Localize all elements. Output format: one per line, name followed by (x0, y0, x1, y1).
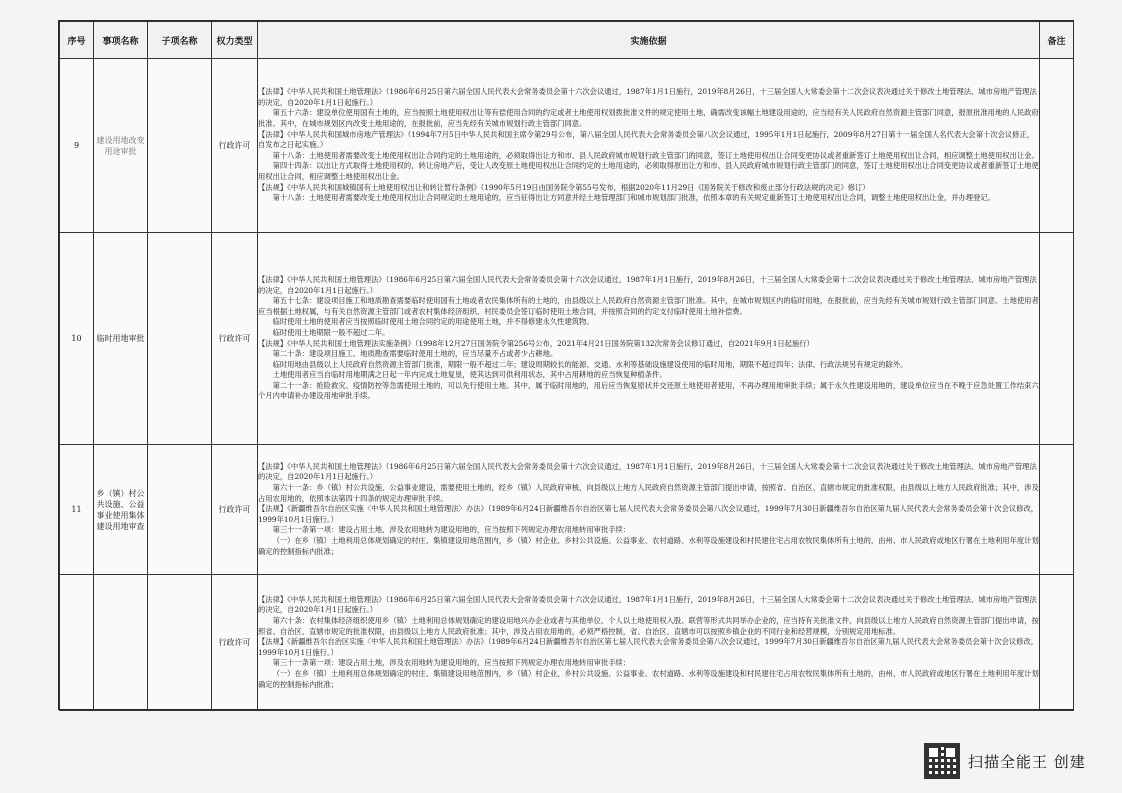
row-item-name: 乡（镇）村公共设施、公益事业使用集体建设用地审查 (94, 445, 148, 575)
row-item-name (94, 575, 148, 711)
basis-paragraph: 【法律】《中华人民共和国土地管理法》（1986年6月25日第六届全国人民代表大会常务委员会第十六次会议通过，1987年1月1日施行，2019年8月26日，十三届全国人大常委会第十二次会议表决通过关于修改土地管理法、城市房地产管理法的决定，自2020年1月1日起施行。） (258, 594, 1037, 615)
basis-paragraph: 【法律】《中华人民共和国土地管理法》（1986年6月25日第六届全国人民代表大会常务委员会第十六次会议通过，1987年1月1日施行，2019年8月26日，十三届全国人大常委会第十二次会议表决通过关于修改土地管理法、城市房地产管理法的决定，自2020年1月1日起施行。） (258, 87, 1037, 107)
basis-paragraph: 第二十条：建设项目施工、地质勘查需要临时使用土地的，应当尽量不占或者少占耕地。 (272, 349, 558, 359)
qr-code-icon (924, 743, 960, 779)
basis-paragraph: 临时使用土地期限一般不超过二年。 (272, 327, 390, 337)
row-seq: 9 (60, 59, 94, 233)
basis-paragraph: 第五十七条：建设项目施工和地质勘查需要临时使用国有土地或者农民集体所有的土地的，由县级以上人民政府自然资源主管部门批准。其中，在城市规划区内的临时用地，在报批前，应当先经有关城市规划行政主管部门同意。土地使用者应当根据土地权属，与有关自然资源主管部门或者农村集体经济组织、村民委员会签订临时使用土地合同，并按照合同的约定支付临时使用土地补偿费。 (258, 296, 1039, 316)
basis-paragraph: 第三十一条第一项：建设占用土地，涉及农用地转为建设用地的，应当按照下列规定办理农用地转用审批手续： (272, 658, 631, 668)
document-sheet (58, 20, 1074, 710)
authority-table (59, 21, 1074, 711)
row-item-name: 临时用地审批 (94, 233, 148, 445)
basis-paragraph: 【法规】《新疆维吾尔自治区实施〈中华人民共和国土地管理法〉办法》（1989年6月24日新疆维吾尔自治区第七届人民代表大会常务委员会第八次会议通过，1999年7月30日新疆维吾尔自治区第九届人民代表大会常务委员会第十次会议修改，1999年10月1日施行。） (258, 637, 1039, 657)
row-basis (258, 59, 1040, 233)
row-basis (258, 575, 1040, 711)
row-basis (258, 233, 1040, 445)
brand-text: 扫描全能王 创建 (968, 752, 1086, 771)
basis-paragraph: 临时使用土地的使用者应当按照临时使用土地合同约定的用途使用土地，并不得修建永久性建筑物。 (272, 317, 594, 327)
basis-paragraph: 第六十条：农村集体经济组织使用乡（镇）土地利用总体规划确定的建设用地兴办企业或者与其他单位、个人以土地使用权入股、联营等形式共同举办企业的，应当持有关批准文件，向县级以上地方人民政府自然资源主管部门提出申请，按照省、自治区、直辖市规定的批准权限，由县级以上地方人民政府批准；其中，涉及占用农用地的，必须严格控制，省、自治区、直辖市可以按照乡镇企业的不同行业和经营规模，分别规定用地标准。 (258, 616, 1039, 636)
basis-paragraph: 第二十一条：抢险救灾、疫情防控等急需使用土地的，可以先行使用土地。其中，属于临时用地的，用后应当恢复原状并交还原土地使用者使用，不再办理用地审批手续；属于永久性建设用地的，建设单位应当在不晚于应急处置工作结束六个月内申请补办建设用地审批手续。 (258, 380, 1039, 401)
basis-paragraph: 第六十一条：乡（镇）村公共设施、公益事业建设，需要使用土地的，经乡（镇）人民政府审核，向县级以上地方人民政府自然资源主管部门提出申请，按照省、自治区、直辖市规定的批准权限，由县级以上地方人民政府批准；其中，涉及占用农用地的，依照本法第四十四条的规定办理审批手续。 (258, 483, 1039, 503)
table-row (60, 445, 1074, 575)
basis-paragraph: 第十八条：土地使用者需要改变土地使用权出让合同规定的土地用途的，应当征得出让方同意并经土地管理部门和城市规划部门批准，依照本章的有关规定重新签订土地使用权出让合同，调整土地使用权出让金，并办理登记。 (272, 193, 995, 203)
row-seq (60, 575, 94, 711)
header-basis: 实施依据 (258, 22, 1040, 59)
row-basis (258, 445, 1040, 575)
row-item-name: 建设用地改变用途审批 (94, 59, 148, 233)
row-remark (1040, 59, 1074, 233)
table-row (60, 575, 1074, 711)
basis-paragraph: 第四十四条：以出让方式取得土地使用权的，转让房地产后，受让人改变原土地使用权出让合同约定的土地用途的，必须取得原出让方和市、县人民政府城市规划行政主管部门的同意，签订土地使用权出让合同变更协议或者重新签订土地使用权出让合同，相应调整土地使用权出让金。 (258, 161, 1039, 181)
row-power-type: 行政许可 (212, 445, 258, 575)
basis-paragraph: 第三十一条第一项：建设占用土地，涉及农用地转为建设用地的，应当按照下列规定办理农用地转用审批手续： (272, 525, 631, 535)
basis-paragraph: 【法规】《新疆维吾尔自治区实施〈中华人民共和国土地管理法〉办法》（1989年6月24日新疆维吾尔自治区第七届人民代表大会常务委员会第八次会议通过，1999年7月30日新疆维吾尔自治区第九届人民代表大会常务委员会第十次会议修改，1999年10月1日施行。） (258, 504, 1039, 524)
row-remark (1040, 233, 1074, 445)
row-remark (1040, 575, 1074, 711)
table-row (60, 233, 1074, 445)
basis-paragraph: 【法规】《中华人民共和国土地管理法实施条例》（1998年12月27日国务院令第256号公布，2021年4月21日国务院第132次常务会议修订通过，自2021年9月1日起施行） (258, 338, 814, 348)
row-power-type: 行政许可 (212, 233, 258, 445)
basis-paragraph: 第十八条：土地使用者需要改变土地使用权出让合同约定的土地用途的，必须取得出让方和市、县人民政府城市规划行政主管部门的同意，签订土地使用权出让合同变更协议或者重新签订土地使用权出让合同，相应调整土地使用权出让金。 (272, 150, 1039, 160)
row-seq: 10 (60, 233, 94, 445)
basis-paragraph: （一）在乡（镇）土地利用总体规划确定的村庄、集镇建设用地范围内，乡（镇）村企业、乡村公共设施、公益事业、农村道路、水利等设施建设和村民建住宅占用农牧民集体所有土地的，由州、市人民政府或地区行署在土地利用年度计划确定的控制指标内批准； (258, 668, 1039, 689)
header-sub-name: 子项名称 (148, 22, 212, 59)
basis-paragraph: 【法规】《中华人民共和国城镇国有土地使用权出让和转让暂行条例》（1990年5月19日由国务院令第55号发布，根据2020年11月29日《国务院关于修改和废止部分行政法规的决定》修订） (258, 182, 870, 192)
row-seq: 11 (60, 445, 94, 575)
basis-paragraph: 第五十六条：建设单位使用国有土地的，应当按照土地使用权出让等有偿使用合同的约定或者土地使用权划拨批准文件的规定使用土地，确需改变该幅土地建设用途的，应当经有关人民政府自然资源主管部门同意，报原批准用地的人民政府批准。其中，在城市规划区内改变土地用途的，在报批前，应当先经有关城市规划行政主管部门同意。 (258, 108, 1039, 129)
header-seq: 序号 (60, 22, 94, 59)
table-header-row (60, 22, 1074, 59)
row-power-type: 行政许可 (212, 575, 258, 711)
basis-paragraph: 【法律】《中华人民共和国土地管理法》（1986年6月25日第六届全国人民代表大会常务委员会第十六次会议通过，1987年1月1日施行，2019年8月26日，十三届全国人大常委会第十二次会议表决通过关于修改土地管理法、城市房地产管理法的决定，自2020年1月1日起施行。） (258, 274, 1037, 295)
scanner-watermark (924, 743, 1086, 779)
row-power-type: 行政许可 (212, 59, 258, 233)
table-row (60, 59, 1074, 233)
row-remark (1040, 445, 1074, 575)
row-sub-name (148, 445, 212, 575)
basis-paragraph: （一）在乡（镇）土地利用总体规划确定的村庄、集镇建设用地范围内，乡（镇）村企业、乡村公共设施、公益事业、农村道路、水利等设施建设和村民建住宅占用农牧民集体所有土地的，由州、市人民政府或地区行署在土地利用年度计划确定的控制指标内批准； (258, 535, 1039, 556)
basis-paragraph: 临时用地由县级以上人民政府自然资源主管部门批准，期限一般不超过二年；建设周期较长的能源、交通、水利等基础设施建设使用的临时用地，期限不超过四年；法律、行政法规另有规定的除外。 (272, 359, 908, 369)
row-sub-name (148, 575, 212, 711)
basis-paragraph: 【法律】《中华人民共和国城市房地产管理法》（1994年7月5日中华人民共和国主席令第29号公布，第八届全国人民代表大会常务委员会第八次会议通过，1995年1月1日起施行，2009年8月27日第十一届全国人名代表大会第十次会议修正，自发布之日起实施。） (258, 129, 1035, 150)
row-sub-name (148, 59, 212, 233)
row-sub-name (148, 233, 212, 445)
header-item-name: 事项名称 (94, 22, 148, 59)
basis-paragraph: 土地使用者应当自临时用地期满之日起一年内完成土地复垦，使其达到可供利用状态，其中占用耕地的应当恢复种植条件。 (272, 370, 667, 380)
basis-paragraph: 【法律】《中华人民共和国土地管理法》（1986年6月25日第六届全国人民代表大会常务委员会第十六次会议通过，1987年1月1日施行，2019年8月26日，十三届全国人大常委会第十二次会议表决通过关于修改土地管理法、城市房地产管理法的决定，自2020年1月1日起施行。） (258, 461, 1037, 482)
header-power-type: 权力类型 (212, 22, 258, 59)
header-remark: 备注 (1040, 22, 1074, 59)
